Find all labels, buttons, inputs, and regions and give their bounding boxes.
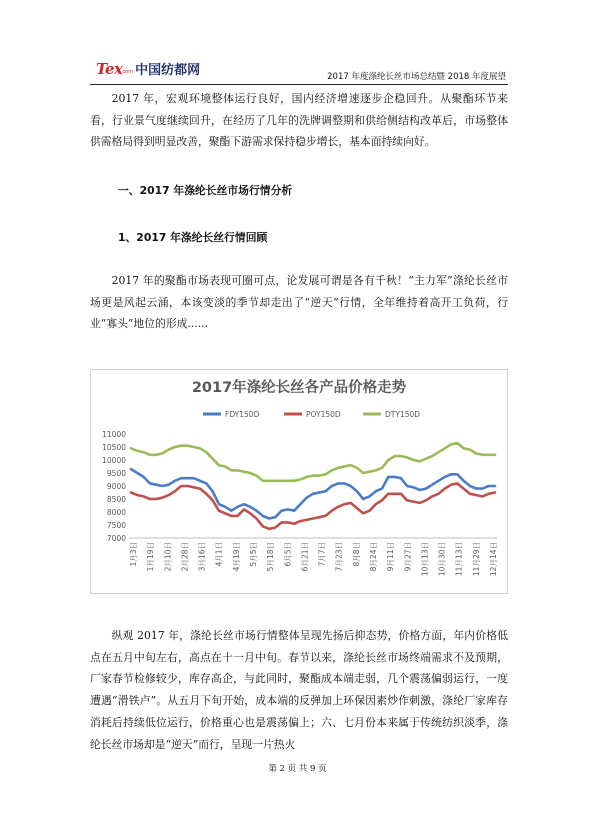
y-tick-label: 9500 <box>106 469 126 478</box>
x-tick-label: 4月1日 <box>214 542 224 567</box>
document-title: 2017 年度涤纶长丝市场总结暨 2018 年度展望 <box>327 72 506 82</box>
x-tick-label: 12月14日 <box>489 542 498 577</box>
x-tick-label: 8月8日 <box>351 542 361 567</box>
legend-label-poy150d: POY150D <box>306 410 341 419</box>
intro-paragraph: 2017 年，宏观环境整体运行良好，国内经济增速逐步企稳回升。从聚酯环节来看，行业景气度继续回升，在经历了几年的洗牌调整期和供给侧结构改革后，市场整体供需格局得到明显改善，聚酯下游需求保持稳步增长，基本面持续向好。 <box>90 92 508 148</box>
analysis-paragraph: 纵观 2017 年，涤纶长丝市场行情整体呈现先扬后抑态势，价格方面，年内价格低点在五月中旬左右，高点在十一月中旬。春节以来，涤纶长丝市场终端需求不及预期，厂家春节检修较少，库存高企，与此同时，聚酯成本端走弱，几个震荡偏弱运行，一度遭遇“滑铁卢”。从五月下旬开始，成本端的反弹加上环保因素炒作刺激，涤纶厂家库存消耗后持续低位运行，价格重心也是震荡偏上；六、七月份本来属于传统纺织淡季，涤纶长丝市场却是“逆天”而行，呈现一片热火 <box>90 629 508 751</box>
price-chart <box>90 369 508 594</box>
y-tick-label: 7000 <box>106 534 126 543</box>
site-logo[interactable] <box>96 58 200 78</box>
x-tick-label: 10月13日 <box>420 542 430 577</box>
y-tick-label: 11000 <box>102 430 126 439</box>
y-tick-label: 9000 <box>106 482 126 491</box>
x-tick-label: 10月30日 <box>437 542 447 577</box>
y-tick-label: 10000 <box>102 456 126 465</box>
x-tick-label: 1月19日 <box>146 542 156 572</box>
logo-domain: com <box>122 69 134 75</box>
x-tick-label: 8月24日 <box>369 542 378 572</box>
x-tick-label: 11月29日 <box>471 542 481 577</box>
legend-label-fdy150d: FDY150D <box>225 410 260 419</box>
x-tick-label: 9月27日 <box>403 542 413 572</box>
x-tick-label: 6月5日 <box>283 542 293 567</box>
x-tick-label: 3月16日 <box>197 542 207 572</box>
x-tick-label: 7月7日 <box>317 542 327 567</box>
x-tick-label: 7月23日 <box>334 542 344 572</box>
x-tick-label: 9月11日 <box>386 542 396 572</box>
review-paragraph: 2017 年的聚酯市场表现可圈可点，论发展可谓是各有千秋！“主力军”涤纶长丝市场更是风起云涌，本该变淡的季节却走出了“逆天”行情，全年维持着高开工负荷，行业“寡头”地位的形成...... <box>90 274 508 330</box>
logo-mark: Tex <box>96 60 123 78</box>
y-tick-label: 8000 <box>106 508 126 517</box>
subsection-heading: 1、2017 年涤纶长丝行情回顾 <box>118 231 268 244</box>
series-line-poy150d <box>131 483 495 529</box>
y-tick-label: 10500 <box>102 443 126 452</box>
series-line-dty150d <box>131 443 495 481</box>
x-tick-label: 4月19日 <box>231 542 241 572</box>
price-chart-svg <box>91 370 507 593</box>
page-header <box>90 54 508 85</box>
logo-text: 中国纺都网 <box>135 63 201 78</box>
x-tick-label: 6月21日 <box>300 542 310 572</box>
x-tick-label: 11月13日 <box>454 542 464 577</box>
chart-title: 2017年涤纶长丝各产品价格走势 <box>191 380 407 396</box>
x-tick-label: 5月5日 <box>249 542 258 567</box>
section-heading: 一、2017 年涤纶长丝市场行情分析 <box>118 184 293 197</box>
legend-label-dty150d: DTY150D <box>385 410 421 419</box>
x-tick-label: 1月3日 <box>129 542 138 567</box>
x-tick-label: 2月10日 <box>163 542 173 572</box>
y-tick-label: 8500 <box>106 495 126 504</box>
y-tick-label: 7500 <box>106 521 126 530</box>
x-tick-label: 5月18日 <box>266 542 276 572</box>
x-tick-label: 2月28日 <box>180 542 190 572</box>
page-number: 第 2 页 共 9 页 <box>268 764 327 774</box>
